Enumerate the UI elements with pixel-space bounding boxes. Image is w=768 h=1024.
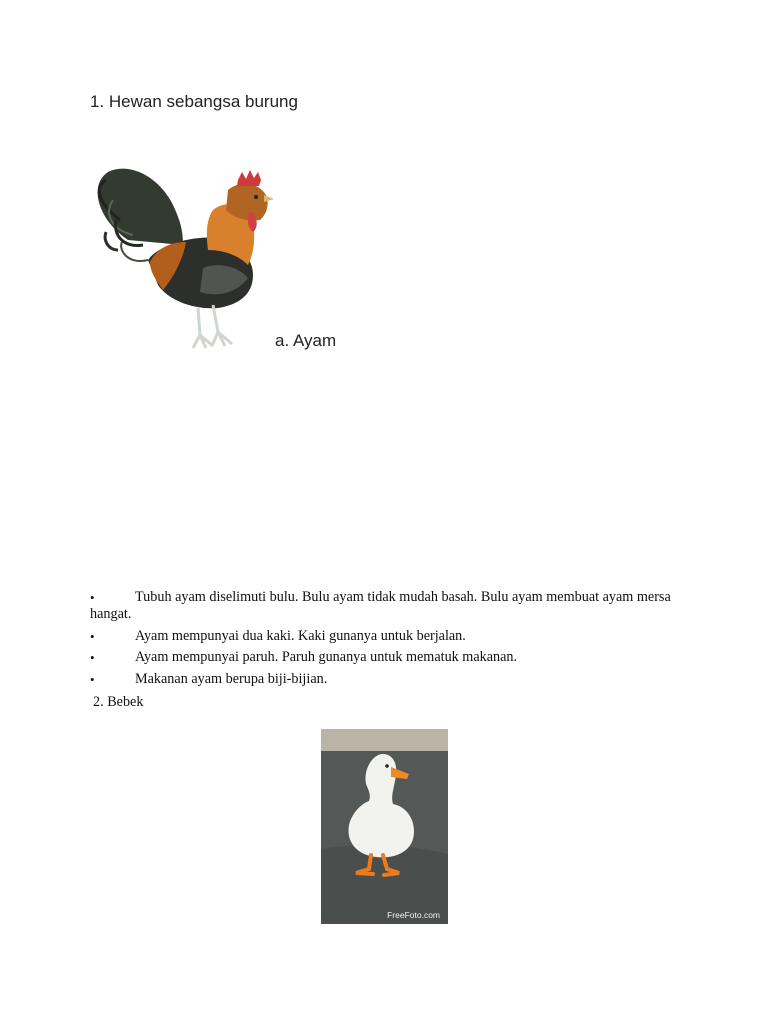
- rooster-facts-list: [90, 589, 690, 692]
- bullet-text: Ayam mempunyai paruh. Paruh gunanya untuk mematuk makanan.: [135, 649, 518, 665]
- duck-photo: [321, 729, 448, 924]
- rooster-caption: a. Ayam: [275, 331, 337, 350]
- rooster-legs: [193, 305, 232, 348]
- bullet-icon: •: [90, 671, 95, 687]
- duck-illustration: [321, 729, 448, 924]
- bullet-icon: •: [90, 628, 95, 644]
- list-item: [90, 671, 690, 688]
- photo-watermark: FreeFoto.com: [387, 910, 440, 920]
- section-heading-2: 2. Bebek: [93, 694, 144, 710]
- bullet-text: Tubuh ayam diselimuti bulu. Bulu ayam tidak mudah basah. Bulu ayam membuat ayam mersa hangat.: [90, 589, 671, 622]
- list-item: [90, 589, 690, 623]
- bullet-icon: •: [90, 590, 95, 605]
- rooster-illustration: [88, 150, 283, 355]
- bullet-text: Ayam mempunyai dua kaki. Kaki gunanya untuk berjalan.: [135, 627, 466, 644]
- bullet-icon: •: [90, 650, 95, 665]
- list-item: [90, 628, 690, 645]
- section-heading-1: 1. Hewan sebangsa burung: [90, 92, 298, 111]
- list-item: [90, 649, 690, 666]
- bullet-text: Makanan ayam berupa biji-bijian.: [135, 670, 328, 687]
